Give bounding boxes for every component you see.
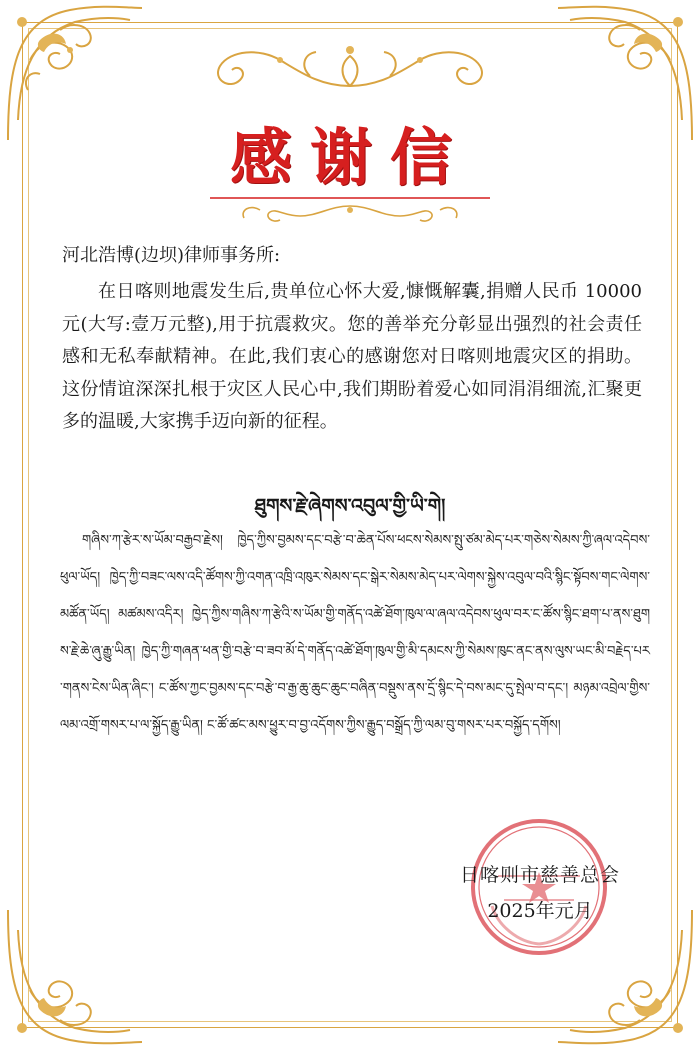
letter-body-chinese: 在日喀则地震发生后,贵单位心怀大爱,慷慨解囊,捐赠人民币 10000 元(大写:壹万元整),用于抗震救灾。您的善举充分彰显出强烈的社会责任感和无私奉献精神。在此,我们衷心的感谢您对日喀则地震灾区的捐助。这份情谊深深扎根于灾区人民心中,我们期盼着爱心如同涓涓细流,汇聚更多的温暖,大家携手迈向新的征程。 (62, 281, 642, 432)
tibetan-title: ཐུགས་རྗེ་ཞེགས་འབུལ་གྱི་ཡི་གེ། (254, 495, 446, 517)
signature-organization: 日喀则市慈善总会 (459, 864, 620, 886)
signature-date: 2025年元月 (487, 900, 593, 922)
letter-body-tibetan: གཞིས་ཀ་རྩེར་ས་ཡོམ་བརྒྱབ་རྗེས། ཁྱེད་ཀྱིས་བྱམས་དང་བརྩེ་བ་ཆེན་པོས་ཕངས་སེམས་སྤུ་ཙམ་མེད་པར་གཅེས་སེམས་ཀྱི་ཞལ་འདེབས་ཕུལ་ཡོད། ཁྱེད་ཀྱི་བཟང་ལས་འདི་ཚོགས་ཀྱི་འགན་འཁྲི་འཁུར་སེམས་དང་སྒེར་སེམས་མེད་པར་ལེགས་སྐྱེས་འབུལ་བའི་སྙིང་སྟོབས་གང་ལེགས་མཚོན་ཡོད། མཚམས་འདིར། ཁྱེད་ཀྱིས་གཞིས་ཀ་རྩེའི་ས་ཡོམ་གྱི་གནོད་འཚེ་ཐོག་ཁུལ་ལ་ཞལ་འདེབས་ཕུལ་བར་ང་ཚོས་སྙིང་ཐག་པ་ནས་ཐུགས་རྗེ་ཆེ་ཞུ་རྒྱུ་ཡིན། ཁྱེད་ཀྱི་གཞན་ཕན་གྱི་བརྩེ་བ་ཟབ་མོ་དེ་གནོད་འཚེ་ཐོག་ཁུལ་གྱི་མི་དམངས་ཀྱི་སེམས་ཁུང་ནང་ནས་ལུས་ཡང་མི་བརྗེད་པར་གནས་ངེས་ཡིན་ཞིང་། ང་ཚོས་ཀྱང་བྱམས་དང་བརྩེ་བ་རྒྱ་ཆུ་ཆུང་ཆུང་བཞིན་བསྡུས་ནས་དྲོ་སྙིང་དེ་བས་མང་དུ་སྤེལ་བ་དང་། མཉམ་འབྲེལ་གྱིས་ལམ་འགྲོ་གསར་པ་ལ་སྐྱོད་རྒྱུ་ཡིན། ང་ཚོ་ཚང་མས་ཕྱུར་བ་བྱ་འདོགས་ཀྱིས་རྒྱུད་བསྒྲོད་ཀྱི་ལམ་བུ་གསར་པར་བསྐྱོད་དགོས། (60, 533, 650, 733)
corner-ornament-icon (0, 900, 150, 1050)
title-underline-ornament-icon (200, 190, 500, 230)
addressee: 河北浩博(边坝)律师事务所: (62, 245, 281, 266)
letter-title: 感谢信 (229, 121, 470, 194)
top-scroll-ornament-icon (200, 36, 500, 96)
seal-stamp-icon (468, 816, 610, 958)
